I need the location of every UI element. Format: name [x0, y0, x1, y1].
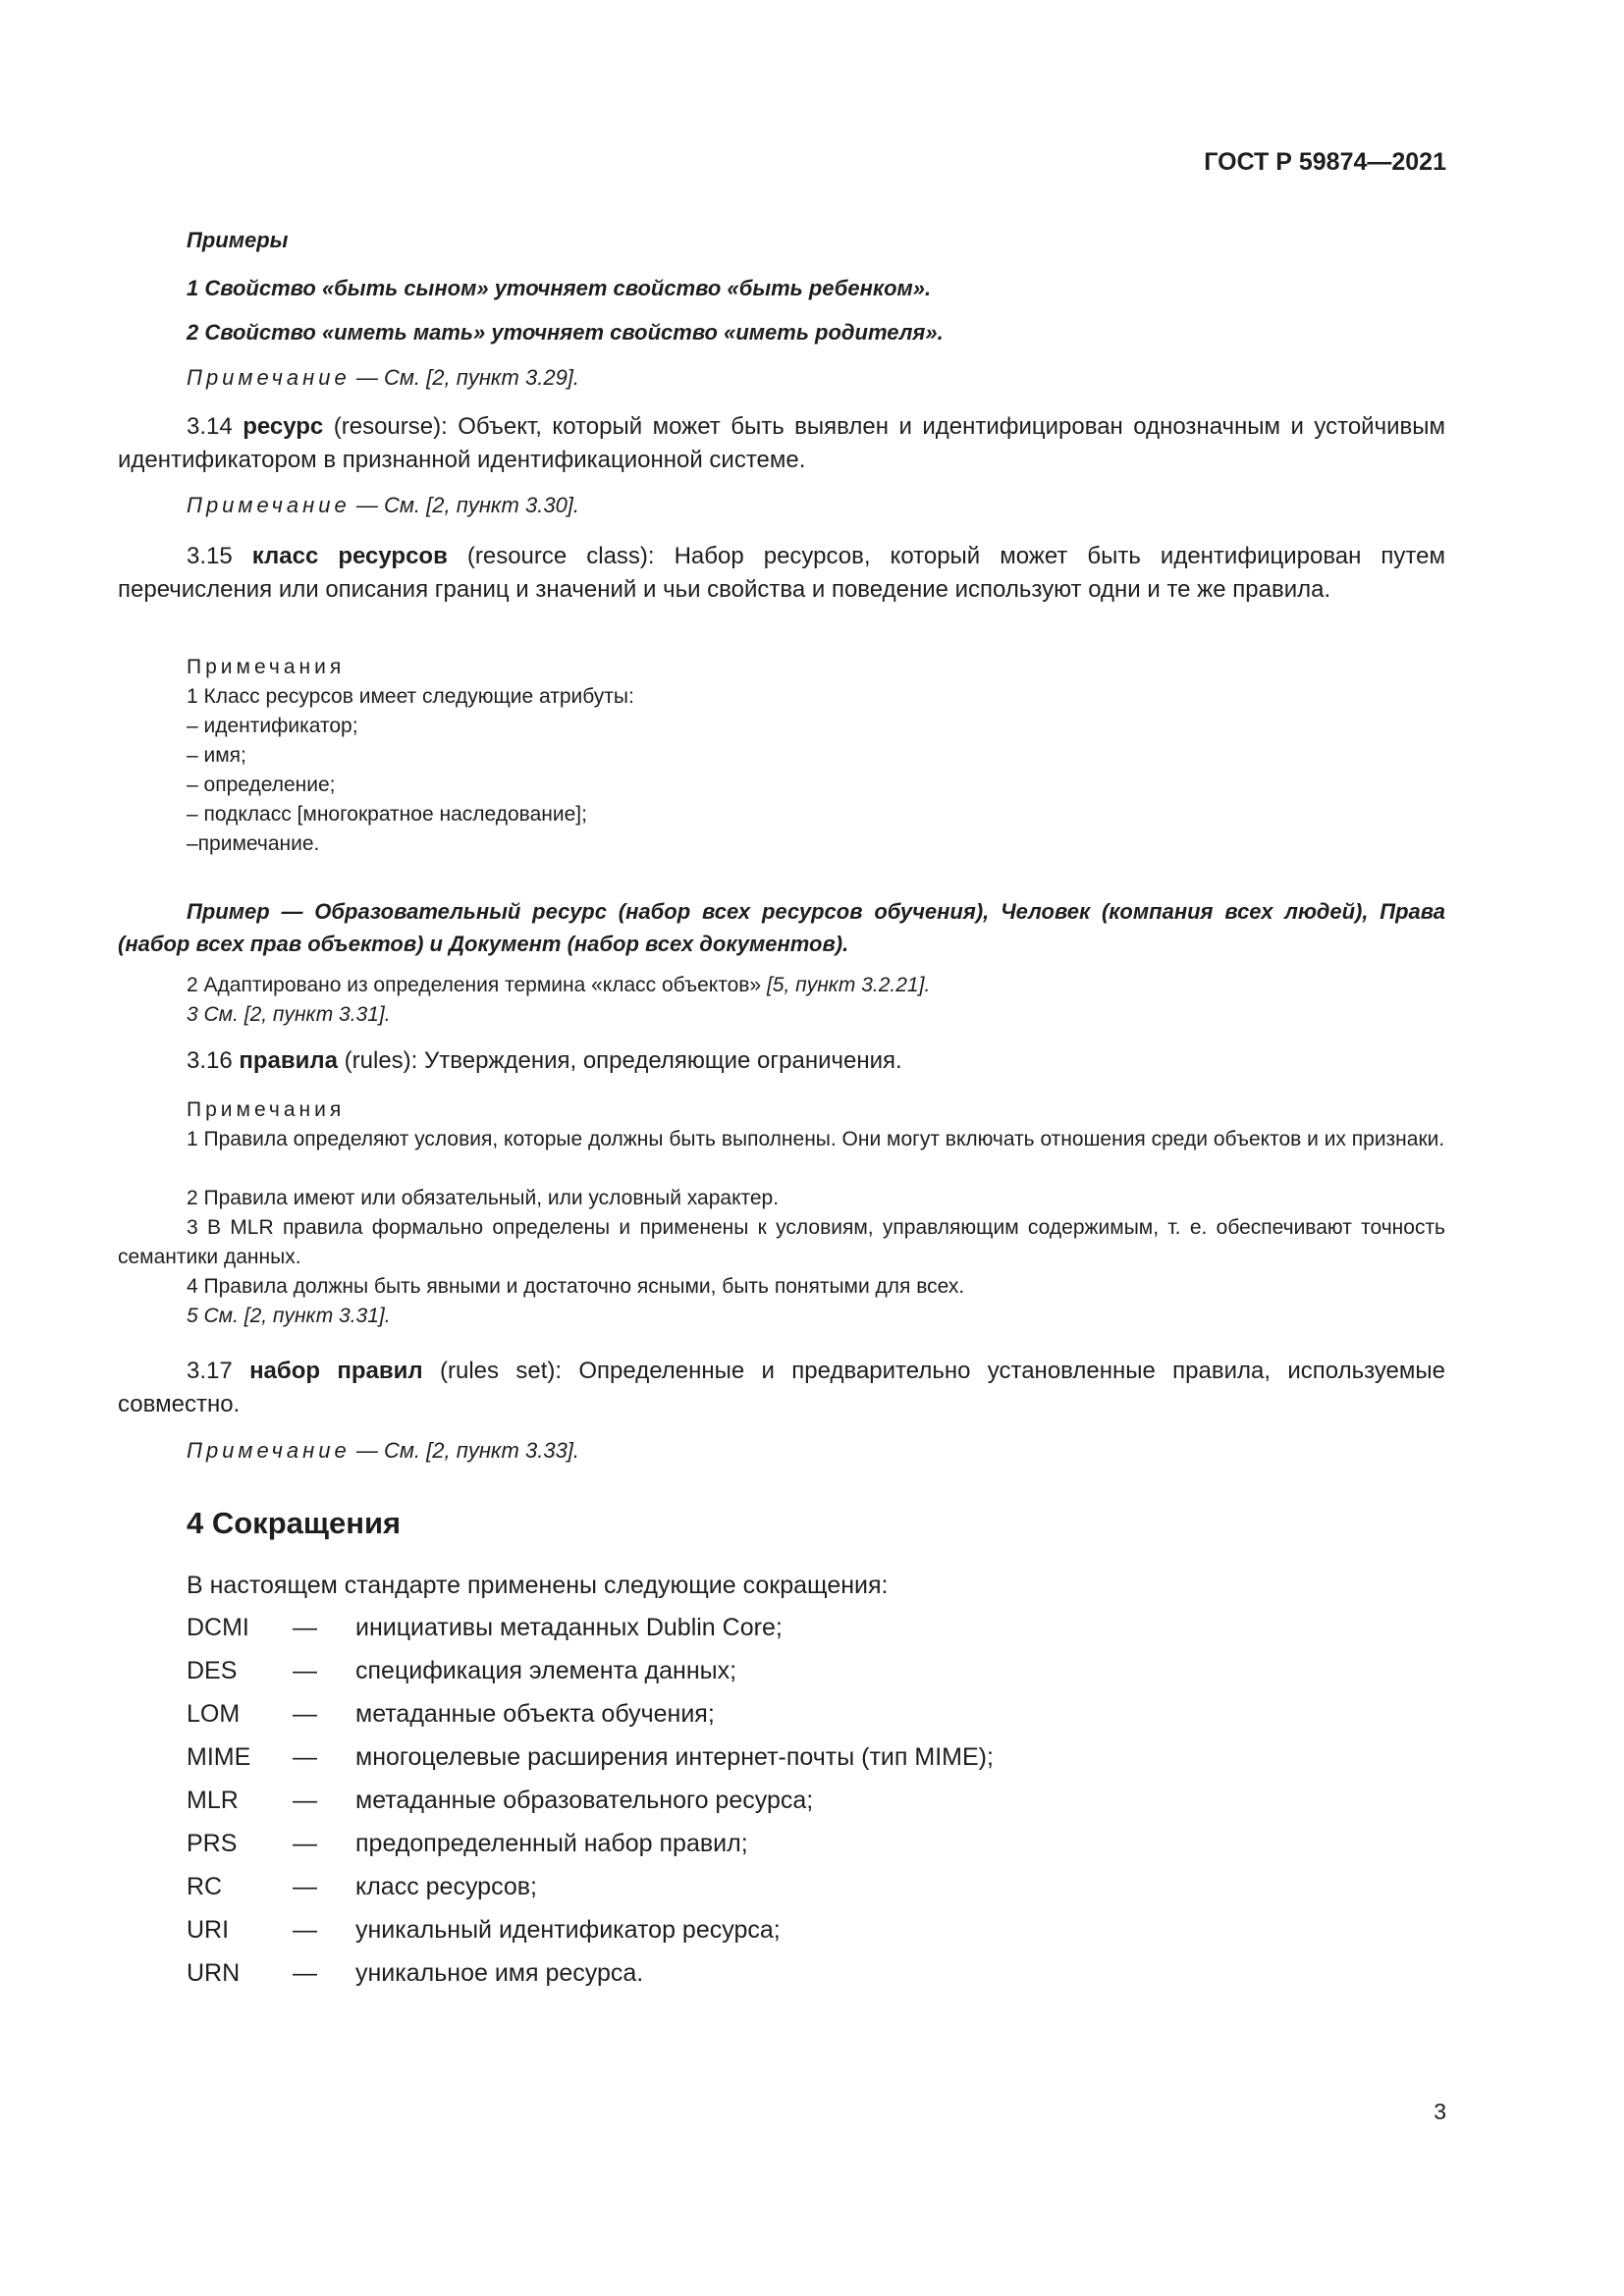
- dash: —: [293, 1959, 317, 1987]
- note-item: 2 Правила имеют или обязательный, или условный характер.: [187, 1187, 780, 1209]
- attribute-item: – подкласс [многократное наследование];: [187, 803, 587, 826]
- example-item: 1 Свойство «быть сыном» уточняет свойство «быть ребенком».: [187, 276, 932, 300]
- note-item: 3 В MLR правила формально определены и применены к условиям, управляющим содержимым, т. е. обеспечивают точность семантики данных.: [118, 1216, 1445, 1268]
- term-3-17: [118, 1355, 1445, 1421]
- attribute-item: – определение;: [187, 774, 336, 796]
- note-text: 2 Адаптировано из определения термина «класс объектов»: [187, 974, 762, 996]
- note-label: Примечание: [187, 365, 351, 390]
- note-item: 3 См. [2, пункт 3.31].: [187, 1003, 391, 1026]
- note-item: 1 Правила определяют условия, которые должны быть выполнены. Они могут включать отношения среди объектов и их признаки.: [187, 1128, 1445, 1150]
- standard-code: ГОСТ Р 59874—2021: [1204, 148, 1446, 176]
- abbreviation: URN: [187, 1959, 241, 1987]
- dash: —: [293, 1700, 317, 1728]
- attribute-item: –примечание.: [187, 832, 320, 855]
- abbreviation: DES: [187, 1657, 238, 1684]
- notes-block-continued: [187, 971, 930, 1030]
- abbreviation: RC: [187, 1873, 223, 1900]
- note-text: — См. [2, пункт 3.30].: [355, 493, 580, 517]
- abbreviation-description: предопределенный набор правил;: [355, 1830, 748, 1857]
- term-definition: (rules): Утверждения, определяющие ограничения.: [344, 1047, 902, 1074]
- note-label: Примечание: [187, 493, 351, 517]
- abbreviation: PRS: [187, 1830, 238, 1857]
- attribute-item: – имя;: [187, 744, 246, 767]
- dash: —: [293, 1614, 317, 1641]
- notes-label: Примечания: [187, 656, 346, 678]
- abbreviation-description: класс ресурсов;: [355, 1873, 537, 1900]
- example-item: 2 Свойство «иметь мать» уточняет свойство «иметь родителя».: [187, 320, 944, 345]
- term-name: правила: [239, 1047, 338, 1074]
- abbreviation-description: уникальное имя ресурса.: [355, 1959, 644, 1987]
- abbreviation: URI: [187, 1916, 230, 1944]
- dash: —: [293, 1916, 317, 1944]
- abbreviation-description: инициативы метаданных Dublin Core;: [355, 1614, 783, 1641]
- abbreviation-description: уникальный идентификатор ресурса;: [355, 1916, 781, 1944]
- note-item: 4 Правила должны быть явными и достаточно ясными, быть понятыми для всех.: [187, 1275, 965, 1298]
- term-name: ресурс: [243, 413, 324, 440]
- abbreviation: DCMI: [187, 1614, 249, 1641]
- notes-label: Примечания: [187, 1098, 346, 1121]
- term-name: класс ресурсов: [251, 543, 448, 569]
- attribute-item: – идентификатор;: [187, 715, 358, 737]
- term-definition: (resource class): Набор ресурсов, который может быть идентифицирован путем перечисления или описания границ и значений и чьи свойства и поведение используют одни и те же правила.: [118, 543, 1445, 603]
- term-number: 3.14: [187, 413, 233, 440]
- abbreviation: MLR: [187, 1787, 239, 1814]
- note: [187, 1438, 579, 1464]
- term-name: набор правил: [249, 1358, 423, 1384]
- term-number: 3.15: [187, 543, 233, 569]
- term-number: 3.17: [187, 1358, 233, 1384]
- term-3-16: [118, 1044, 1445, 1078]
- note-item: 5 См. [2, пункт 3.31].: [187, 1305, 391, 1327]
- dash: —: [293, 1873, 317, 1900]
- dash: —: [293, 1787, 317, 1814]
- section-title: 4 Сокращения: [187, 1506, 402, 1540]
- term-3-14: [118, 410, 1445, 477]
- note-reference: [5, пункт 3.2.21].: [766, 974, 931, 996]
- class-example: Пример — Образовательный ресурс (набор всех ресурсов обучения), Человек (компания всех людей), Права (набор всех прав объектов) и Документ (набор всех документов).: [118, 899, 1445, 956]
- notes-block: [187, 653, 634, 859]
- note-text: — См. [2, пункт 3.29].: [355, 365, 580, 390]
- page-number: 3: [1434, 2099, 1446, 2124]
- note: [187, 493, 579, 518]
- term-number: 3.16: [187, 1047, 233, 1074]
- examples-title: Примеры: [187, 228, 289, 252]
- abbreviation-description: спецификация элемента данных;: [355, 1657, 737, 1684]
- note-item: 1 Класс ресурсов имеет следующие атрибуты:: [187, 685, 634, 708]
- note: [187, 365, 579, 391]
- dash: —: [293, 1830, 317, 1857]
- term-definition: (resourse): Объект, который может быть выявлен и идентифицирован однозначным и устойчивым идентификатором в признанной идентификационной системе.: [118, 413, 1445, 473]
- abbreviation: MIME: [187, 1743, 251, 1771]
- dash: —: [293, 1657, 317, 1684]
- abbreviation-description: многоцелевые расширения интернет-почты (тип MIME);: [355, 1743, 994, 1771]
- abbreviation-description: метаданные объекта обучения;: [355, 1700, 715, 1728]
- term-definition: (rules set): Определенные и предварительно установленные правила, используемые совместно.: [118, 1358, 1446, 1417]
- section-intro: В настоящем стандарте применены следующие сокращения:: [187, 1572, 889, 1599]
- note-item: [187, 971, 930, 1000]
- note-label: Примечание: [187, 1438, 351, 1463]
- dash: —: [293, 1743, 317, 1771]
- note-text: — См. [2, пункт 3.33].: [355, 1438, 580, 1463]
- abbreviation-description: метаданные образовательного ресурса;: [355, 1787, 814, 1814]
- abbreviation: LOM: [187, 1700, 241, 1728]
- term-3-15: [118, 540, 1445, 607]
